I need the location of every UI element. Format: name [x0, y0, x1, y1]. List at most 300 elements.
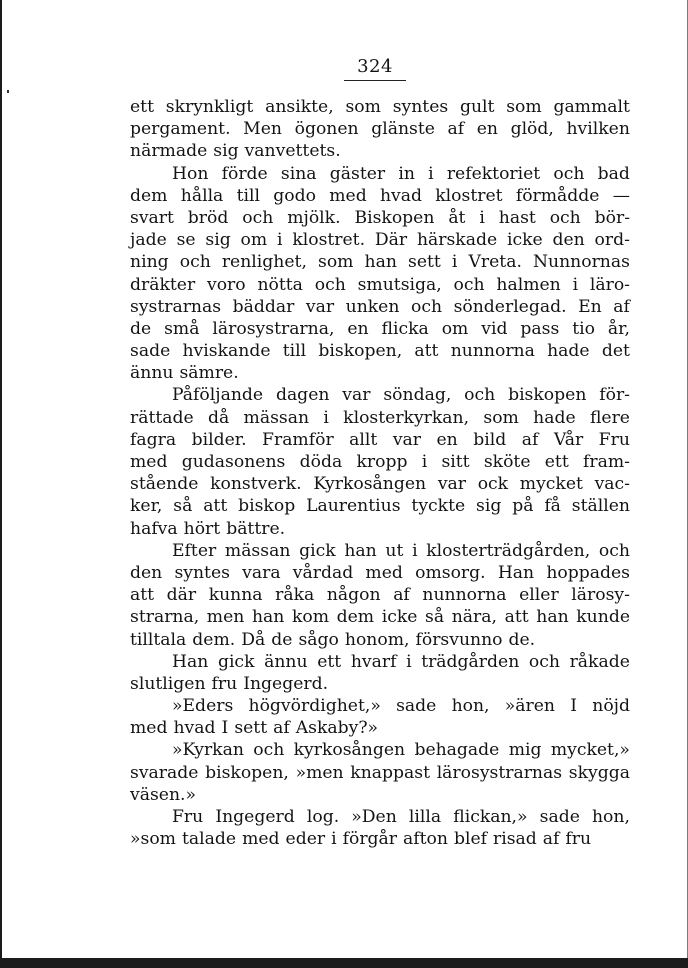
word: En [578, 296, 602, 317]
word: hålla [180, 185, 224, 206]
word: eder [285, 829, 326, 850]
word: och [453, 274, 485, 295]
word: var [342, 385, 371, 406]
text-line [130, 163, 630, 185]
word: icke [381, 607, 418, 628]
paragraph [130, 651, 630, 695]
word: en [476, 119, 498, 140]
word: gult [459, 97, 495, 117]
word: flicka [381, 318, 429, 339]
word: sina [280, 163, 317, 184]
text-line [130, 185, 630, 207]
word: och [549, 207, 581, 228]
word: söndag, [383, 385, 452, 406]
word: svarade [130, 762, 199, 783]
word: eller [519, 585, 559, 606]
word: dem. [192, 629, 236, 650]
word: läro- [589, 274, 630, 295]
word: sett [234, 718, 268, 739]
word: skygga [568, 762, 630, 783]
word: hade [533, 407, 576, 428]
word: härskade [416, 230, 498, 251]
word: med [130, 452, 168, 472]
word: som [345, 97, 381, 117]
word: och [242, 207, 274, 228]
text-line [130, 340, 630, 362]
word: talade [181, 829, 237, 850]
word: mässan [243, 407, 310, 428]
word: var [437, 474, 466, 495]
word: kunde [576, 607, 630, 628]
word: som [483, 407, 519, 428]
word: försvunno [415, 629, 503, 650]
word: Vår [553, 429, 584, 450]
word: godo [273, 185, 316, 206]
word: bäddar [232, 296, 295, 317]
text-line [130, 717, 630, 739]
word: att [504, 607, 529, 628]
word: på [512, 496, 534, 517]
word: hviskande [182, 341, 271, 362]
word: men [206, 607, 245, 628]
word: — [612, 185, 630, 206]
word: tio [572, 318, 595, 339]
page-number: 324 [357, 56, 393, 77]
word: råka [275, 585, 315, 606]
word: vårdad [292, 562, 354, 583]
word: ännu [130, 363, 174, 384]
word: där [166, 585, 197, 606]
word: »Eders [172, 696, 234, 717]
word: i [479, 207, 485, 228]
word: förmådde [515, 185, 600, 206]
word: dräkter [130, 274, 196, 295]
word: tilltala [130, 629, 187, 650]
word: att [130, 585, 155, 606]
text-line [130, 584, 630, 606]
word: sade [396, 696, 437, 717]
text-line [130, 229, 630, 251]
word: Ingegerd [215, 807, 295, 827]
word: bättre. [226, 518, 286, 539]
word: han [364, 252, 397, 273]
word: det [601, 341, 630, 362]
word: trädgården [421, 651, 520, 672]
word: hafva [130, 518, 178, 539]
word: och [179, 252, 211, 273]
word: gick [217, 651, 255, 672]
word: bröd [187, 207, 229, 228]
word: sönderlegad. [453, 296, 567, 317]
text-line [130, 362, 630, 384]
word: i [428, 163, 434, 184]
word: någon [326, 585, 381, 606]
word: i [572, 274, 579, 295]
word: de. [508, 629, 536, 650]
word: bild [473, 429, 507, 450]
word: fagra [130, 429, 177, 450]
word: gudasonens [181, 452, 286, 472]
word: hvilken [566, 119, 630, 140]
word: unken [345, 296, 400, 317]
word: »men [295, 762, 344, 783]
word: till [236, 185, 260, 206]
word: Där [374, 230, 408, 251]
word: ett [544, 452, 569, 472]
word: en [347, 318, 369, 339]
word: närmade [130, 141, 208, 162]
text-line [130, 784, 630, 806]
word: Fru [172, 807, 204, 827]
word: Påföljande [172, 385, 264, 406]
word: hon, [451, 696, 490, 717]
word: Nunnornas [532, 252, 630, 273]
word: af [521, 429, 539, 450]
text-line [130, 540, 630, 562]
word: hvad [173, 718, 216, 739]
word: ord- [594, 230, 630, 251]
word: gäster [329, 163, 386, 184]
word: glänste [371, 119, 435, 140]
word: åt [448, 207, 466, 228]
word: lilla [408, 807, 442, 827]
word: i [323, 407, 329, 428]
word: Laurentius [306, 496, 401, 517]
word: fram- [583, 452, 630, 472]
text-line [130, 140, 630, 162]
word: och [598, 540, 630, 561]
word: förde [221, 163, 268, 184]
word: stående [130, 474, 199, 495]
text-line [130, 739, 630, 761]
word: då [208, 407, 230, 428]
word: bilder. [191, 429, 247, 450]
word: af [542, 829, 560, 850]
paragraph [130, 96, 630, 163]
word: sitt [441, 452, 470, 472]
text-line [130, 673, 630, 695]
word: Men [243, 119, 282, 140]
word: flere [589, 407, 630, 428]
text-line [130, 118, 630, 140]
word: ut [385, 540, 404, 561]
word: ställen [571, 496, 630, 517]
word: dagen [275, 385, 330, 406]
word: blef [453, 829, 487, 850]
word: nunnorna [422, 585, 507, 606]
word: af [393, 585, 410, 606]
page-left-edge-shadow [0, 0, 2, 968]
text-line [130, 407, 630, 429]
word: risad [493, 829, 537, 850]
word: »Den [351, 807, 397, 827]
word: mycket,» [550, 740, 630, 761]
word: döda [299, 452, 343, 472]
text-line [130, 296, 630, 318]
word: afton [403, 829, 448, 850]
word: han [251, 607, 285, 628]
text-line [130, 384, 630, 406]
text-line [130, 274, 630, 296]
word: svart [130, 207, 174, 228]
word: förgår [342, 829, 398, 850]
word: mässan [224, 540, 291, 561]
word: pergament. [130, 119, 231, 140]
word: jade [130, 230, 167, 251]
word: sig [205, 230, 231, 251]
word: den [552, 230, 585, 251]
word: den [130, 562, 163, 583]
word: klostret [435, 185, 503, 206]
body-text [130, 96, 630, 850]
word: kom [291, 607, 330, 628]
page-number-rule [344, 80, 406, 81]
word: de [130, 318, 152, 339]
word: sade [130, 341, 171, 362]
word: till [282, 341, 307, 362]
paragraph [130, 739, 630, 806]
word: ännu [264, 651, 308, 672]
word: lärosystrarnas [436, 762, 563, 783]
word: klostret. [292, 230, 366, 251]
word: konstverk. [210, 474, 302, 495]
word: lärosystrarna, [212, 318, 335, 339]
word: bör- [594, 207, 630, 228]
word: för- [599, 385, 630, 406]
word: mjölk. [287, 207, 341, 228]
text-line [130, 207, 630, 229]
word: vac- [594, 474, 630, 495]
word: kropp [356, 452, 408, 472]
word: och [314, 274, 346, 295]
word: med [242, 829, 280, 850]
word: år, [607, 318, 630, 339]
word: sig [476, 496, 502, 517]
word: biskopen [508, 385, 587, 406]
word: honom, [344, 629, 410, 650]
word: se [176, 230, 196, 251]
word: af [613, 296, 630, 317]
word: kunna [208, 585, 263, 606]
word: i [451, 252, 458, 273]
word: klosterträdgården, [426, 540, 591, 561]
text-line [130, 318, 630, 340]
word: pass [520, 318, 560, 339]
word: så [425, 607, 445, 628]
word: klosterkyrkan, [343, 407, 470, 428]
word: Han [172, 651, 209, 672]
word: och [410, 296, 443, 317]
text-line [130, 629, 630, 651]
word: Fru [598, 429, 630, 450]
word: ning [130, 252, 169, 273]
word: flickan,» [453, 807, 528, 827]
text-line [130, 495, 630, 517]
word: vid [481, 318, 508, 339]
word: log. [306, 807, 340, 827]
word: mig [508, 740, 542, 761]
paragraph [130, 540, 630, 651]
word: vanvettets. [244, 141, 341, 162]
word: I [570, 696, 578, 717]
text-line [130, 562, 630, 584]
word: ögonen [294, 119, 359, 140]
word: hört [183, 518, 221, 539]
text-line [130, 251, 630, 273]
word: att [203, 496, 228, 517]
word: Då [241, 629, 266, 650]
word: dem [336, 607, 375, 628]
word: att [414, 341, 439, 362]
word: sämre. [179, 363, 239, 384]
text-line [130, 762, 630, 784]
word: väsen.» [130, 784, 196, 805]
word: biskopen, [205, 762, 289, 783]
word: ker, [130, 496, 163, 517]
text-line [130, 429, 630, 451]
word: han [344, 540, 377, 561]
word: biskop [238, 496, 296, 517]
word: slutligen [130, 673, 206, 694]
word: renlighet, [221, 252, 307, 273]
word: och [253, 740, 285, 761]
word: skrynkligt [165, 97, 254, 117]
word: smutsiga, [357, 274, 442, 295]
word: in [398, 163, 415, 184]
word: nära, [451, 607, 497, 628]
word: hon, [591, 807, 630, 827]
word: i [421, 452, 428, 472]
word: ett [317, 651, 342, 672]
word: knappast [350, 762, 431, 783]
word: behagade [414, 740, 500, 761]
word: i [412, 540, 418, 561]
scan-speck [7, 90, 9, 93]
text-line [130, 695, 630, 717]
word: som [318, 252, 354, 273]
word: sade [539, 807, 580, 827]
word: som [506, 97, 542, 117]
page-bottom-scan-border [0, 958, 688, 968]
word: ock [477, 474, 509, 495]
word: råkade [569, 651, 630, 672]
word: Biskopen [354, 207, 435, 228]
word: »ären [504, 696, 555, 717]
word: Askaby?» [295, 718, 379, 739]
word: ett [130, 97, 154, 117]
text-line [130, 651, 630, 673]
word: om [240, 230, 268, 251]
text-line [130, 806, 630, 828]
word: kyrkosången [293, 740, 406, 761]
word: hvad [379, 185, 422, 206]
word: hoppades [546, 562, 630, 583]
word: ansikte, [265, 97, 334, 117]
word: omsorg. [415, 562, 486, 583]
word: rättade [130, 407, 194, 428]
word: få [544, 496, 561, 517]
paragraph [130, 695, 630, 739]
word: dem [130, 185, 168, 206]
word: var [392, 429, 422, 450]
text-line [130, 473, 630, 495]
word: nunnorna [450, 341, 535, 362]
word: allt [349, 429, 378, 450]
word: fru [565, 829, 592, 850]
word: Kyrkosången [313, 474, 427, 495]
word: i [406, 651, 412, 672]
word: vara [242, 562, 281, 583]
word: »som [130, 829, 176, 850]
text-line [130, 451, 630, 473]
word: Ingegerd. [243, 673, 329, 694]
word: sköte [483, 452, 531, 472]
word: gick [299, 540, 336, 561]
word: med [365, 562, 403, 583]
word: gammalt [553, 97, 630, 117]
word: hast [498, 207, 536, 228]
word: och [464, 385, 496, 406]
word: sig [213, 141, 239, 162]
text-line [130, 606, 630, 628]
word: bad [597, 163, 630, 184]
word: »Kyrkan [172, 740, 244, 761]
word: Vreta. [468, 252, 522, 273]
paragraph [130, 384, 630, 539]
word: af [447, 119, 465, 140]
word: biskopen, [318, 341, 403, 362]
word: Han [497, 562, 535, 583]
word: var [305, 296, 335, 317]
word: Framför [262, 429, 334, 450]
word: voro [207, 274, 246, 295]
word: i [331, 829, 337, 850]
word: af [273, 718, 290, 739]
word: små [164, 318, 200, 339]
word: I [221, 718, 229, 739]
word: mycket [519, 474, 583, 495]
word: med [329, 185, 367, 206]
word: halmen [496, 274, 561, 295]
word: refektoriet [446, 163, 541, 184]
word: nötta [257, 274, 303, 295]
word: så [173, 496, 193, 517]
paragraph [130, 806, 630, 850]
word: strarna, [130, 607, 200, 628]
word: om [441, 318, 469, 339]
word: Hon [172, 163, 209, 184]
word: syntes [392, 97, 449, 117]
word: hvarf [350, 651, 397, 672]
word: han [536, 607, 569, 628]
word: glöd, [510, 119, 554, 140]
word: nöjd [592, 696, 630, 717]
text-line [130, 828, 630, 850]
paragraph [130, 163, 630, 385]
word: de [271, 629, 293, 650]
word: sett [408, 252, 441, 273]
word: och [553, 163, 585, 184]
word: sågo [298, 629, 339, 650]
word: i [277, 230, 283, 251]
word: med [130, 718, 168, 739]
word: systrarnas [130, 296, 222, 317]
word: lärosy- [571, 585, 630, 606]
word: en [436, 429, 458, 450]
word: högvördighet,» [248, 696, 381, 717]
text-line [130, 96, 630, 118]
word: och [528, 651, 560, 672]
